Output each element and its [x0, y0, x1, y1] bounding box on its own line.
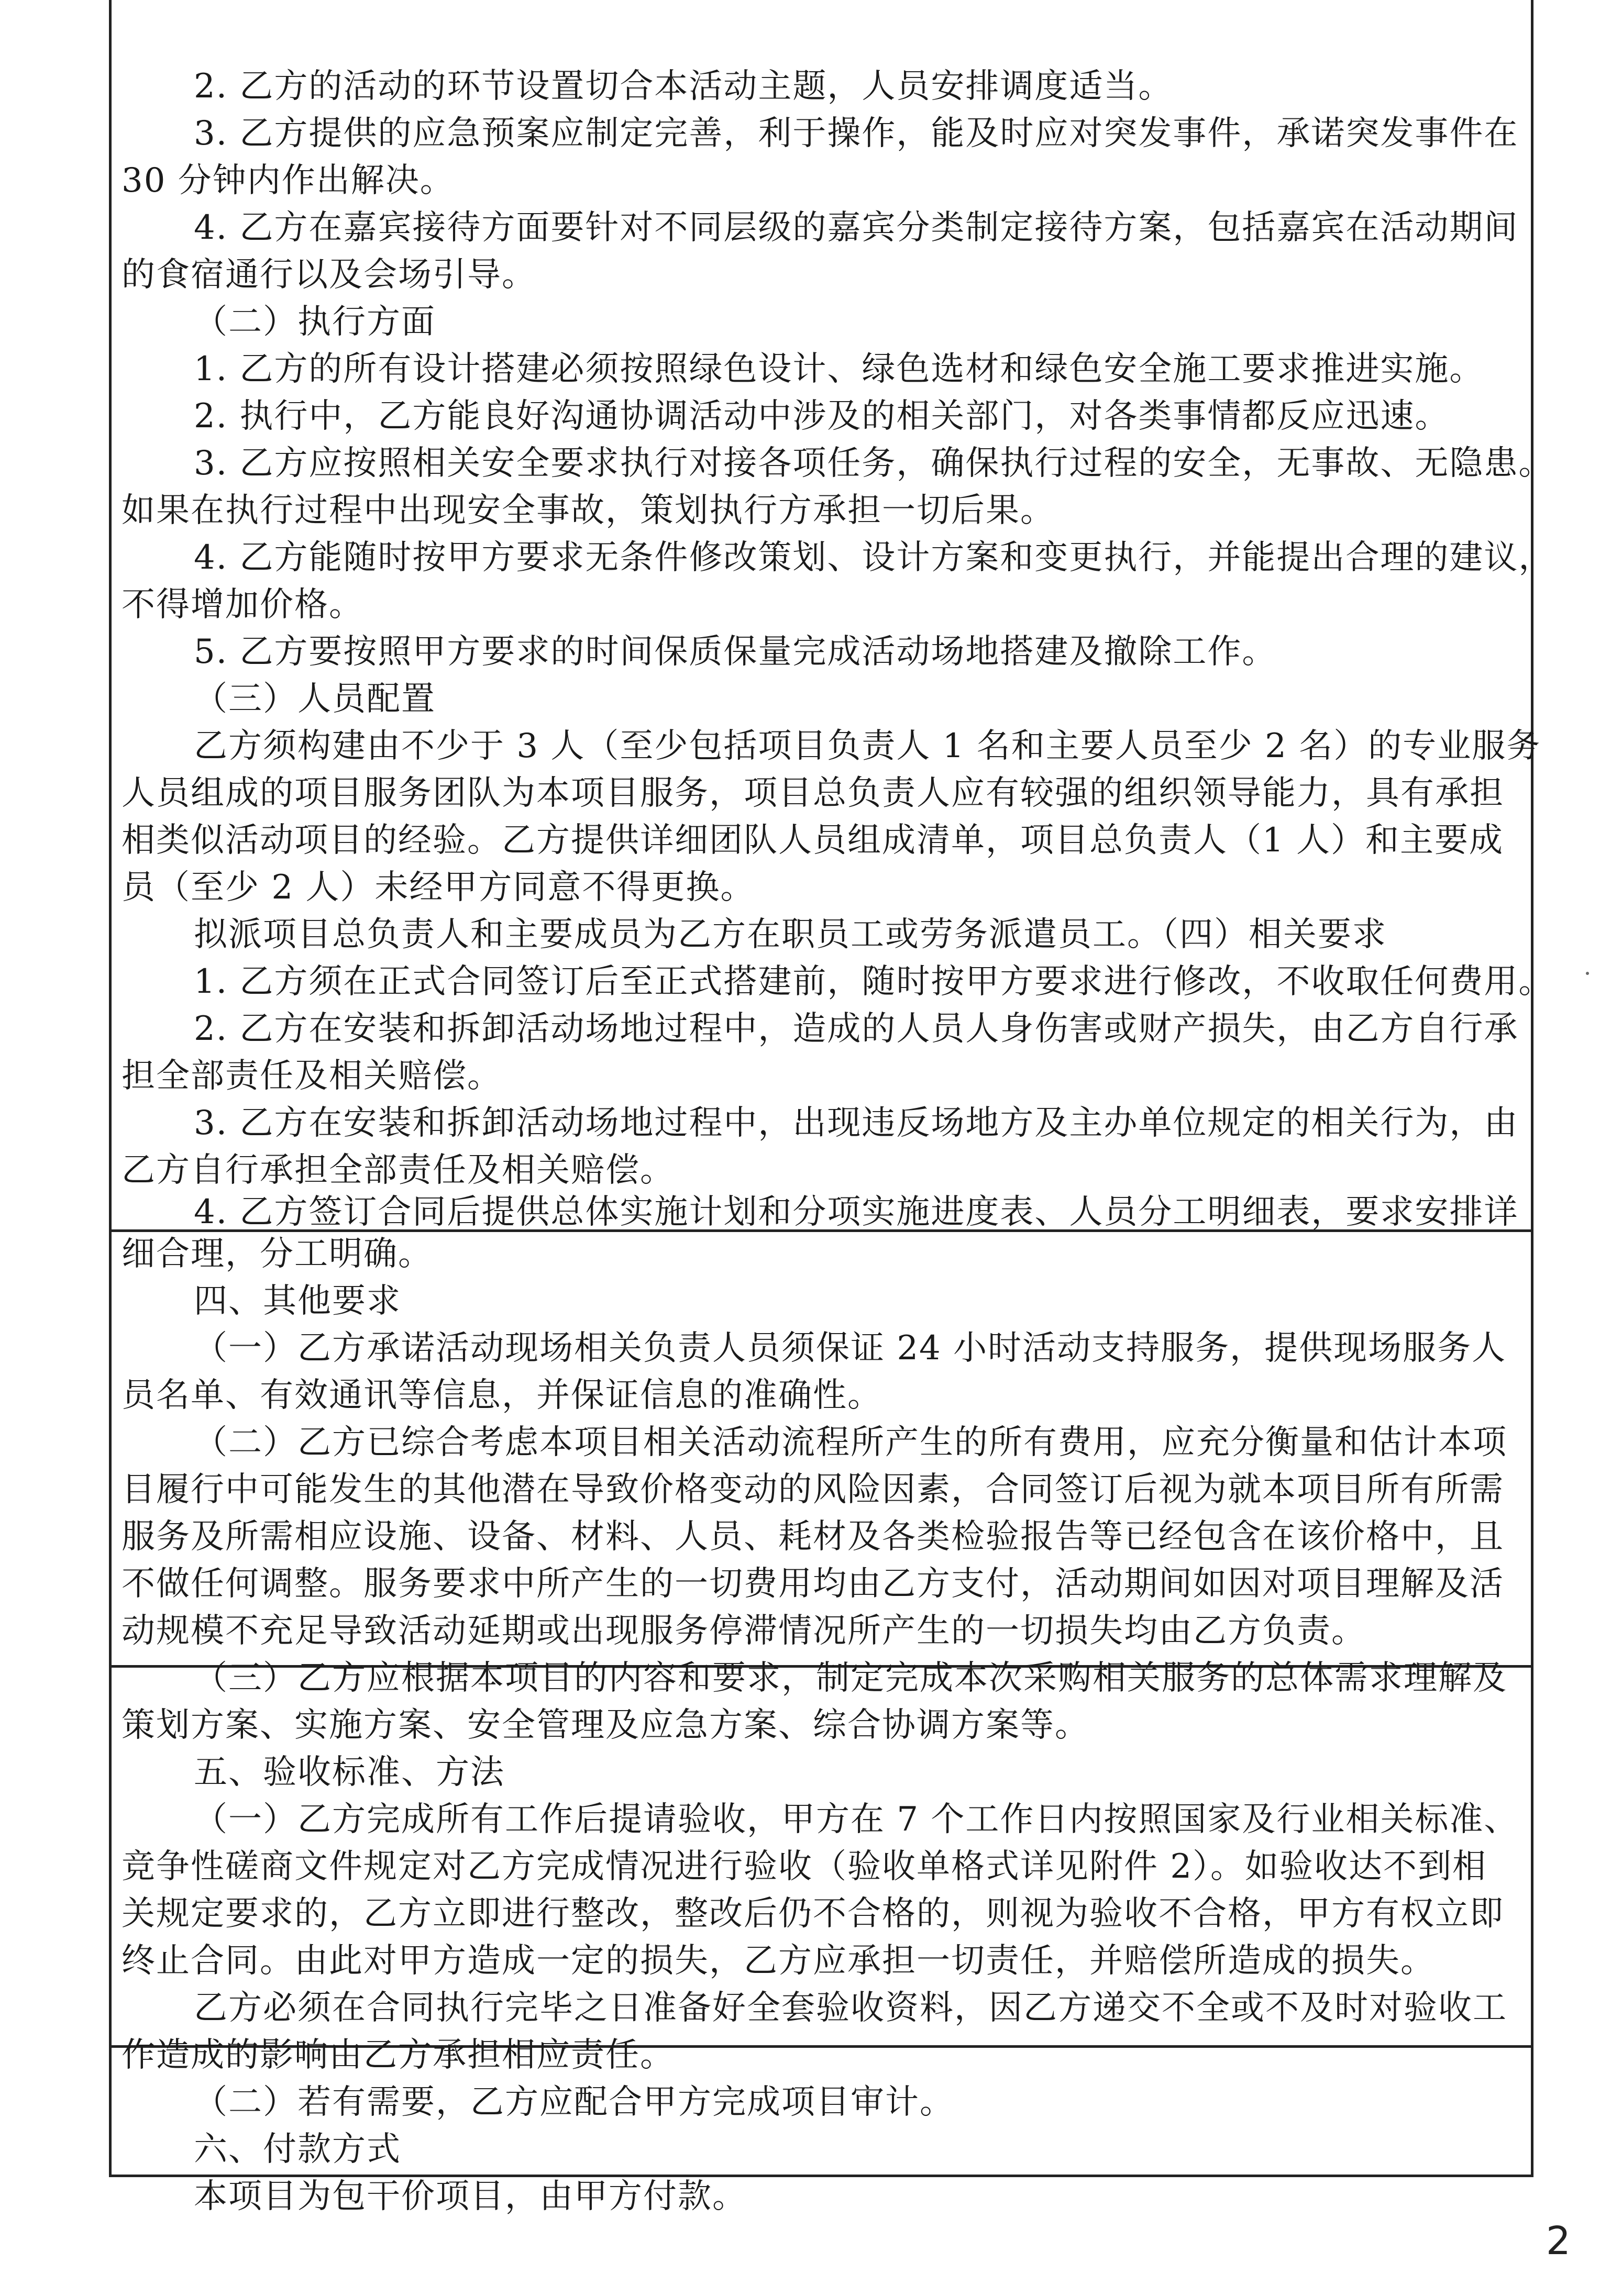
text-line: 的食宿通行以及会场引导。 — [122, 256, 536, 294]
text-line: 2. 执行中，乙方能良好沟通协调活动中涉及的相关部门，对各类事情都反应迅速。 — [194, 397, 1450, 436]
text-line: 乙方自行承担全部责任及相关赔偿。 — [122, 1151, 675, 1190]
text-line: 关规定要求的，乙方立即进行整改，整改后仍不合格的，则视为验收不合格，甲方有权立即 — [122, 1894, 1504, 1933]
text-line: 2. 乙方的活动的环节设置切合本活动主题，人员安排调度适当。 — [194, 67, 1173, 106]
text-line: （三）乙方应根据本项目的内容和要求，制定完成本次采购相关服务的总体需求理解及 — [194, 1659, 1507, 1698]
text-line: 3. 乙方在安装和拆卸活动场地过程中，出现违反场地方及主办单位规定的相关行为，由 — [194, 1104, 1519, 1143]
text-line: 策划方案、实施方案、安全管理及应急方案、综合协调方案等。 — [122, 1706, 1089, 1745]
text-line: 员（至少 2 人）未经甲方同意不得更换。 — [122, 868, 755, 907]
subheading-staffing: （三）人员配置 — [194, 680, 436, 718]
text-line: （一）乙方承诺活动现场相关负责人员须保证 24 小时活动支持服务，提供现场服务人 — [194, 1329, 1507, 1368]
section-heading-other-requirements: 四、其他要求 — [194, 1282, 401, 1321]
text-line: 目履行中可能发生的其他潜在导致价格变动的风险因素，合同签订后视为就本项目所有所需 — [122, 1470, 1504, 1509]
text-line: 员名单、有效通讯等信息，并保证信息的准确性。 — [122, 1376, 882, 1415]
text-line: 相类似活动项目的经验。乙方提供详细团队人员组成清单，项目总负责人（1 人）和主要成 — [122, 821, 1504, 860]
text-line: 4. 乙方在嘉宾接待方面要针对不同层级的嘉宾分类制定接待方案，包括嘉宾在活动期间 — [194, 208, 1519, 247]
text-line: 本项目为包干价项目，由甲方付款。 — [194, 2177, 747, 2216]
text-line: 作造成的影响由乙方承担相应责任。 — [122, 2036, 675, 2075]
text-line: 担全部责任及相关赔偿。 — [122, 1057, 502, 1095]
text-line: 拟派项目总负责人和主要成员为乙方在职员工或劳务派遣员工。（四）相关要求 — [194, 915, 1387, 954]
page-number: 2 — [1546, 2219, 1571, 2264]
text-line: 如果在执行过程中出现安全事故，策划执行方承担一切后果。 — [122, 491, 1055, 530]
subheading-execution: （二）执行方面 — [194, 303, 436, 341]
text-line: 动规模不充足导致活动延期或出现服务停滞情况所产生的一切损失均由乙方负责。 — [122, 1612, 1366, 1650]
text-line: 不得增加价格。 — [122, 585, 363, 624]
text-line: 人员组成的项目服务团队为本项目服务，项目总负责人应有较强的组织领导能力，具有承担 — [122, 774, 1504, 813]
text-line: （一）乙方完成所有工作后提请验收，甲方在 7 个工作日内按照国家及行业相关标准、 — [194, 1800, 1519, 1839]
text-line: 乙方须构建由不少于 3 人（至少包括项目负责人 1 名和主要人员至少 2 名）的专业服务 — [194, 727, 1541, 766]
text-line: 不做任何调整。服务要求中所产生的一切费用均由乙方支付，活动期间如因对项目理解及活 — [122, 1565, 1504, 1603]
section-heading-acceptance: 五、验收标准、方法 — [194, 1753, 505, 1792]
text-line: 服务及所需相应设施、设备、材料、人员、耗材及各类检验报告等已经包含在该价格中，且 — [122, 1517, 1504, 1556]
scan-speck — [1586, 972, 1589, 975]
text-line: 30 分钟内作出解决。 — [122, 161, 455, 200]
text-line: 2. 乙方在安装和拆卸活动场地过程中，造成的人员人身伤害或财产损失，由乙方自行承 — [194, 1010, 1519, 1048]
section-heading-payment: 六、付款方式 — [194, 2130, 401, 2169]
text-line: 4. 乙方签订合同后提供总体实施计划和分项实施进度表、人员分工明细表，要求安排详 — [194, 1193, 1519, 1232]
text-line: 3. 乙方提供的应急预案应制定完善，利于操作，能及时应对突发事件，承诺突发事件在 — [194, 114, 1519, 153]
text-line: 1. 乙方的所有设计搭建必须按照绿色设计、绿色选材和绿色安全施工要求推进实施。 — [194, 350, 1484, 389]
text-line: （二）若有需要，乙方应配合甲方完成项目审计。 — [194, 2083, 954, 2122]
text-line: 3. 乙方应按照相关安全要求执行对接各项任务，确保执行过程的安全，无事故、无隐患。 — [194, 444, 1553, 483]
text-line: 1. 乙方须在正式合同签订后至正式搭建前，随时按甲方要求进行修改，不收取任何费用。 — [194, 962, 1553, 1001]
text-line: 细合理，分工明确。 — [122, 1235, 433, 1273]
text-line: 终止合同。由此对甲方造成一定的损失，乙方应承担一切责任，并赔偿所造成的损失。 — [122, 1942, 1435, 1980]
text-line: 5. 乙方要按照甲方要求的时间保质保量完成活动场地搭建及撤除工作。 — [194, 633, 1277, 671]
text-line: 竞争性磋商文件规定对乙方完成情况进行验收（验收单格式详见附件 2）。如验收达不到相 — [122, 1847, 1487, 1886]
text-line: 4. 乙方能随时按甲方要求无条件修改策划、设计方案和变更执行，并能提出合理的建议， — [194, 538, 1553, 577]
text-line: （二）乙方已综合考虑本项目相关活动流程所产生的所有费用，应充分衡量和估计本项 — [194, 1423, 1507, 1462]
text-line: 乙方必须在合同执行完毕之日准备好全套验收资料，因乙方递交不全或不及时对验收工 — [194, 1989, 1507, 2027]
